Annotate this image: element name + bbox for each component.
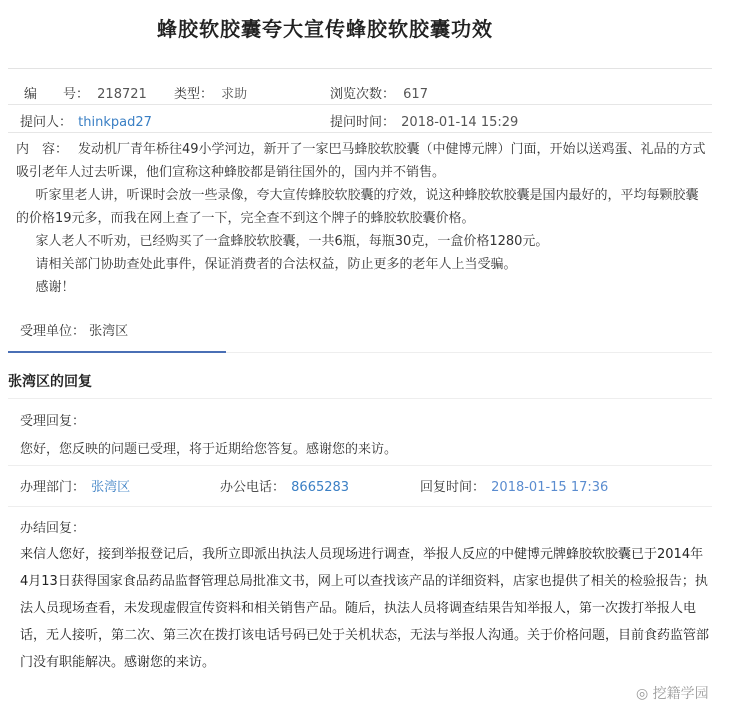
content-line-2: 听家里老人讲，听课时会放一些录像，夸大宣传蜂胶软胶囊的疗效，说这种蜂胶软胶囊是国内最好的，平均每颗胶囊的价格19元多，而我在网上查了一下，完全查不到这个牌子的蜂胶软胶囊价格。 <box>16 188 699 226</box>
final-label: 办结回复： <box>20 521 86 536</box>
dept-label: 办理部门： <box>20 480 86 495</box>
type-label: 类型： <box>174 87 214 102</box>
watermark: ◎ 挖籍学园 <box>636 686 709 702</box>
phone-link[interactable]: 8665283 <box>291 480 350 495</box>
id-row <box>24 83 147 102</box>
reply-time-label: 回复时间： <box>420 480 486 495</box>
info-divider-2 <box>8 132 712 133</box>
unit-label: 受理单位： <box>20 324 86 339</box>
id-value: 218721 <box>97 87 147 102</box>
asker-label: 提问人： <box>20 115 73 130</box>
reply-time-row <box>420 476 608 495</box>
views-value: 617 <box>403 87 428 102</box>
reply-time-value: 2018-01-15 17:36 <box>491 480 609 495</box>
content-label: 内 容： <box>16 142 69 157</box>
dept-row <box>20 476 130 495</box>
reply-section-title: 张湾区的回复 <box>8 374 92 390</box>
dept-link[interactable]: 张湾区 <box>91 480 131 495</box>
content-line-1 <box>16 138 706 184</box>
unit-value: 张湾区 <box>89 324 129 339</box>
ask-time-label: 提问时间： <box>330 115 396 130</box>
phone-row <box>220 476 349 495</box>
accept-text: 您好，您反映的问题已受理，将于近期给您答复。感谢您的来访。 <box>20 442 398 457</box>
page-title: 蜂胶软胶囊夸大宣传蜂胶软胶囊功效 <box>157 17 493 41</box>
content-text-1: 发动机厂青年桥往49小学河边，新开了一家巴马蜂胶软胶囊（中健博元牌）门面，开始以送鸡蛋、礼品的方式吸引老年人过去听课，他们宣称这种蜂胶都是销往国外的，国内并不销售。 <box>16 142 706 180</box>
accept-label: 受理回复： <box>20 414 86 429</box>
section-divider <box>8 351 226 353</box>
unit-row <box>20 320 128 339</box>
final-divider <box>8 506 712 507</box>
ask-time-row <box>330 111 518 130</box>
views-row <box>330 83 428 102</box>
ask-time-value: 2018-01-14 15:29 <box>401 115 519 130</box>
id-label: 编 号： <box>24 87 90 102</box>
type-row <box>174 83 247 102</box>
accept-divider <box>8 465 712 466</box>
content-line-5: 感谢！ <box>35 280 75 295</box>
section-divider-light <box>226 352 712 353</box>
final-text: 来信人您好，接到举报登记后，我所立即派出执法人员现场进行调查，举报人反应的中健博元牌蜂胶软胶囊已于2014年4月13日获得国家食品药品监督管理总局批准文书，网上可以查找该产品的详细资料，店家也提供了相关的检验报告；执法人员现场查看，未发现虚假宣传资料和相关销售产品。随后，执法人员将调查结果告知举报人，第一次拨打举报人电话，无人接听，第二次、第三次在拨打该电话号码已处于关机状态，无法与举报人沟通。关于价格问题，目前食药监管部门没有职能解决。感谢您的来访。 <box>20 547 710 670</box>
reply-top-divider <box>8 398 712 399</box>
asker-row <box>20 111 152 130</box>
type-value: 求助 <box>221 87 248 102</box>
question-content <box>16 138 706 299</box>
info-divider <box>8 104 712 105</box>
content-line-3: 家人老人不听劝，已经购买了一盒蜂胶软胶囊，一共6瓶，每瓶30克，一盒价格1280元。 <box>35 234 549 249</box>
content-line-4: 请相关部门协助查处此事件，保证消费者的合法权益，防止更多的老年人上当受骗。 <box>35 257 517 272</box>
phone-label: 办公电话： <box>220 480 286 495</box>
views-label: 浏览次数： <box>330 87 396 102</box>
asker-link[interactable]: thinkpad27 <box>78 115 152 130</box>
